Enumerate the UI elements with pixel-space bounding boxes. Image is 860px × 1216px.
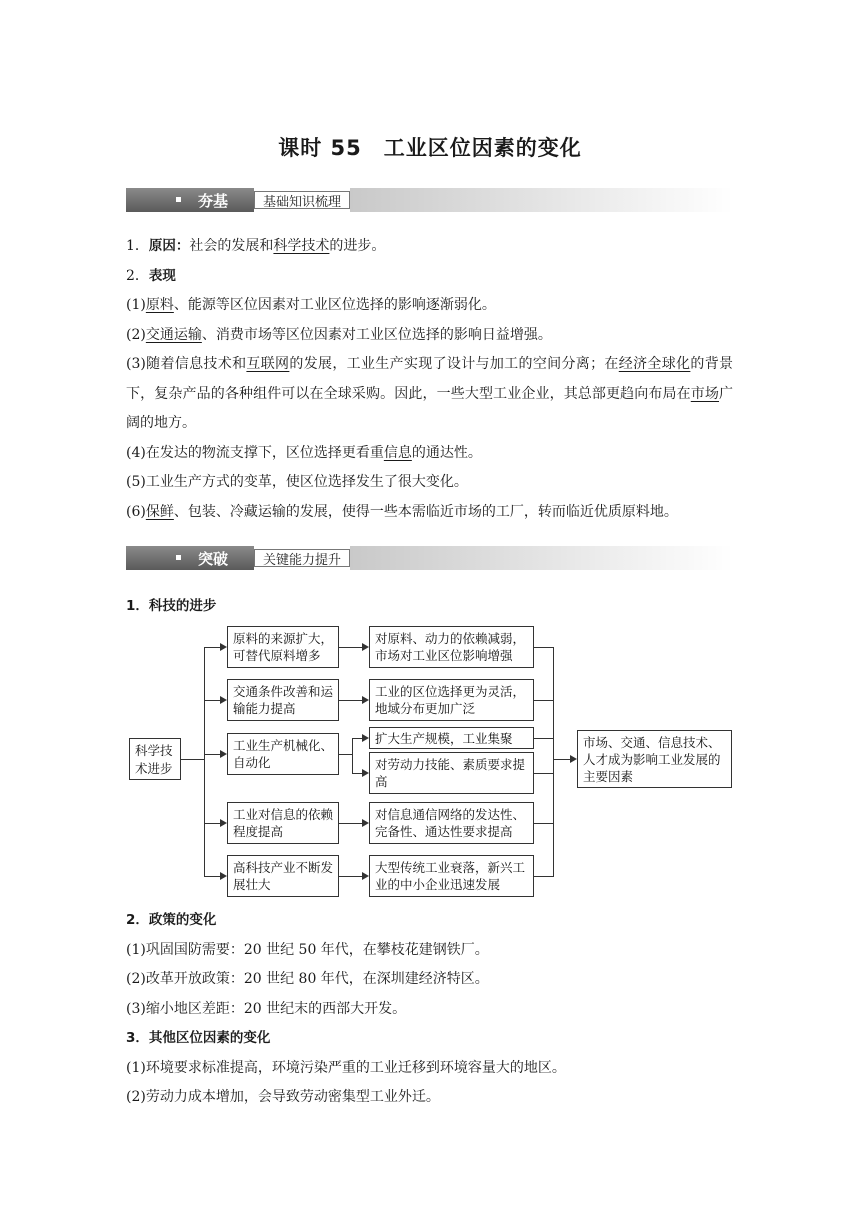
flow-mid-3: 工业生产机械化、自动化 <box>227 733 339 775</box>
performance-heading: 2．表现 <box>126 267 176 284</box>
banner-subtitle: 基础知识梳理 <box>254 191 350 209</box>
cause-line: 1．原因：社会的发展和科学技术的进步。 <box>126 238 386 254</box>
heading-tech: 1．科技的进步 <box>126 598 217 614</box>
flow-root: 科学技术进步 <box>129 738 181 780</box>
point-2: (2)交通运输、消费市场等区位因素对工业区位选择的影响日益增强。 <box>126 326 552 343</box>
flow-mid-5: 高科技产业不断发展壮大 <box>227 855 339 897</box>
flow-right-4: 对劳动力技能、素质要求提高 <box>369 752 534 794</box>
other-2: (2)劳动力成本增加，会导致劳动密集型工业外迁。 <box>126 1089 440 1105</box>
banner-main-label: 突破 <box>198 549 229 568</box>
flow-right-2: 工业的区位选择更为灵活，地域分布更加广泛 <box>369 679 534 721</box>
policy-2: (2)改革开放政策：20 世纪 80 年代，在深圳建经济特区。 <box>126 971 489 987</box>
policy-1: (1)巩固国防需要：20 世纪 50 年代，在攀枝花建钢铁厂。 <box>126 941 489 958</box>
flow-right-6: 大型传统工业衰落，新兴工业的中小企业迅速发展 <box>369 855 534 897</box>
flow-right-1: 对原料、动力的依赖减弱，市场对工业区位影响增强 <box>369 626 534 668</box>
policy-and-other <box>126 906 733 1113</box>
flow-mid-4: 工业对信息的依赖程度提高 <box>227 802 339 844</box>
section-banner-breakthrough <box>126 546 733 570</box>
banner-tag <box>126 546 254 570</box>
page-title: 课时 55 工业区位因素的变化 <box>278 136 582 160</box>
point-6: (6)保鲜、包装、冷藏运输的发展，使得一些本需临近市场的工厂，转而临近优质原料地。 <box>126 503 678 520</box>
banner-tag <box>126 188 254 212</box>
point-3: (3)随着信息技术和互联网的发展，工业生产实现了设计与加工的空间分离；在经济全球化的背景下，复杂产品的各种组件可以在全球采购。因此，一些大型工业企业，其总部更趋向布局在市场广阔的地方。 <box>126 356 734 431</box>
flow-mid-2: 交通条件改善和运输能力提高 <box>227 679 339 721</box>
other-1: (1)环境要求标准提高，环境污染严重的工业迁移到环境容量大的地区。 <box>126 1059 566 1076</box>
flow-final: 市场、交通、信息技术、人才成为影响工业发展的主要因素 <box>577 730 732 788</box>
point-4: (4)在发达的物流支撑下，区位选择更看重信息的通达性。 <box>126 444 482 461</box>
policy-3: (3)缩小地区差距：20 世纪末的西部大开发。 <box>126 1000 407 1017</box>
point-1: (1)原料、能源等区位因素对工业区位选择的影响逐渐弱化。 <box>126 297 496 313</box>
section-banner-basics <box>126 188 733 212</box>
flow-right-5: 对信息通信网络的发达性、完备性、通达性要求提高 <box>369 802 534 844</box>
heading-policy: 2．政策的变化 <box>126 912 217 928</box>
point-5: (5)工业生产方式的变革，使区位选择发生了很大变化。 <box>126 474 468 490</box>
flow-right-3: 扩大生产规模，工业集聚 <box>369 727 534 749</box>
banner-main-label: 夯基 <box>198 191 229 210</box>
flow-mid-1: 原料的来源扩大，可替代原料增多 <box>227 626 339 668</box>
basics-content <box>126 232 733 527</box>
banner-subtitle: 关键能力提升 <box>254 549 350 567</box>
heading-other: 3．其他区位因素的变化 <box>126 1030 271 1046</box>
